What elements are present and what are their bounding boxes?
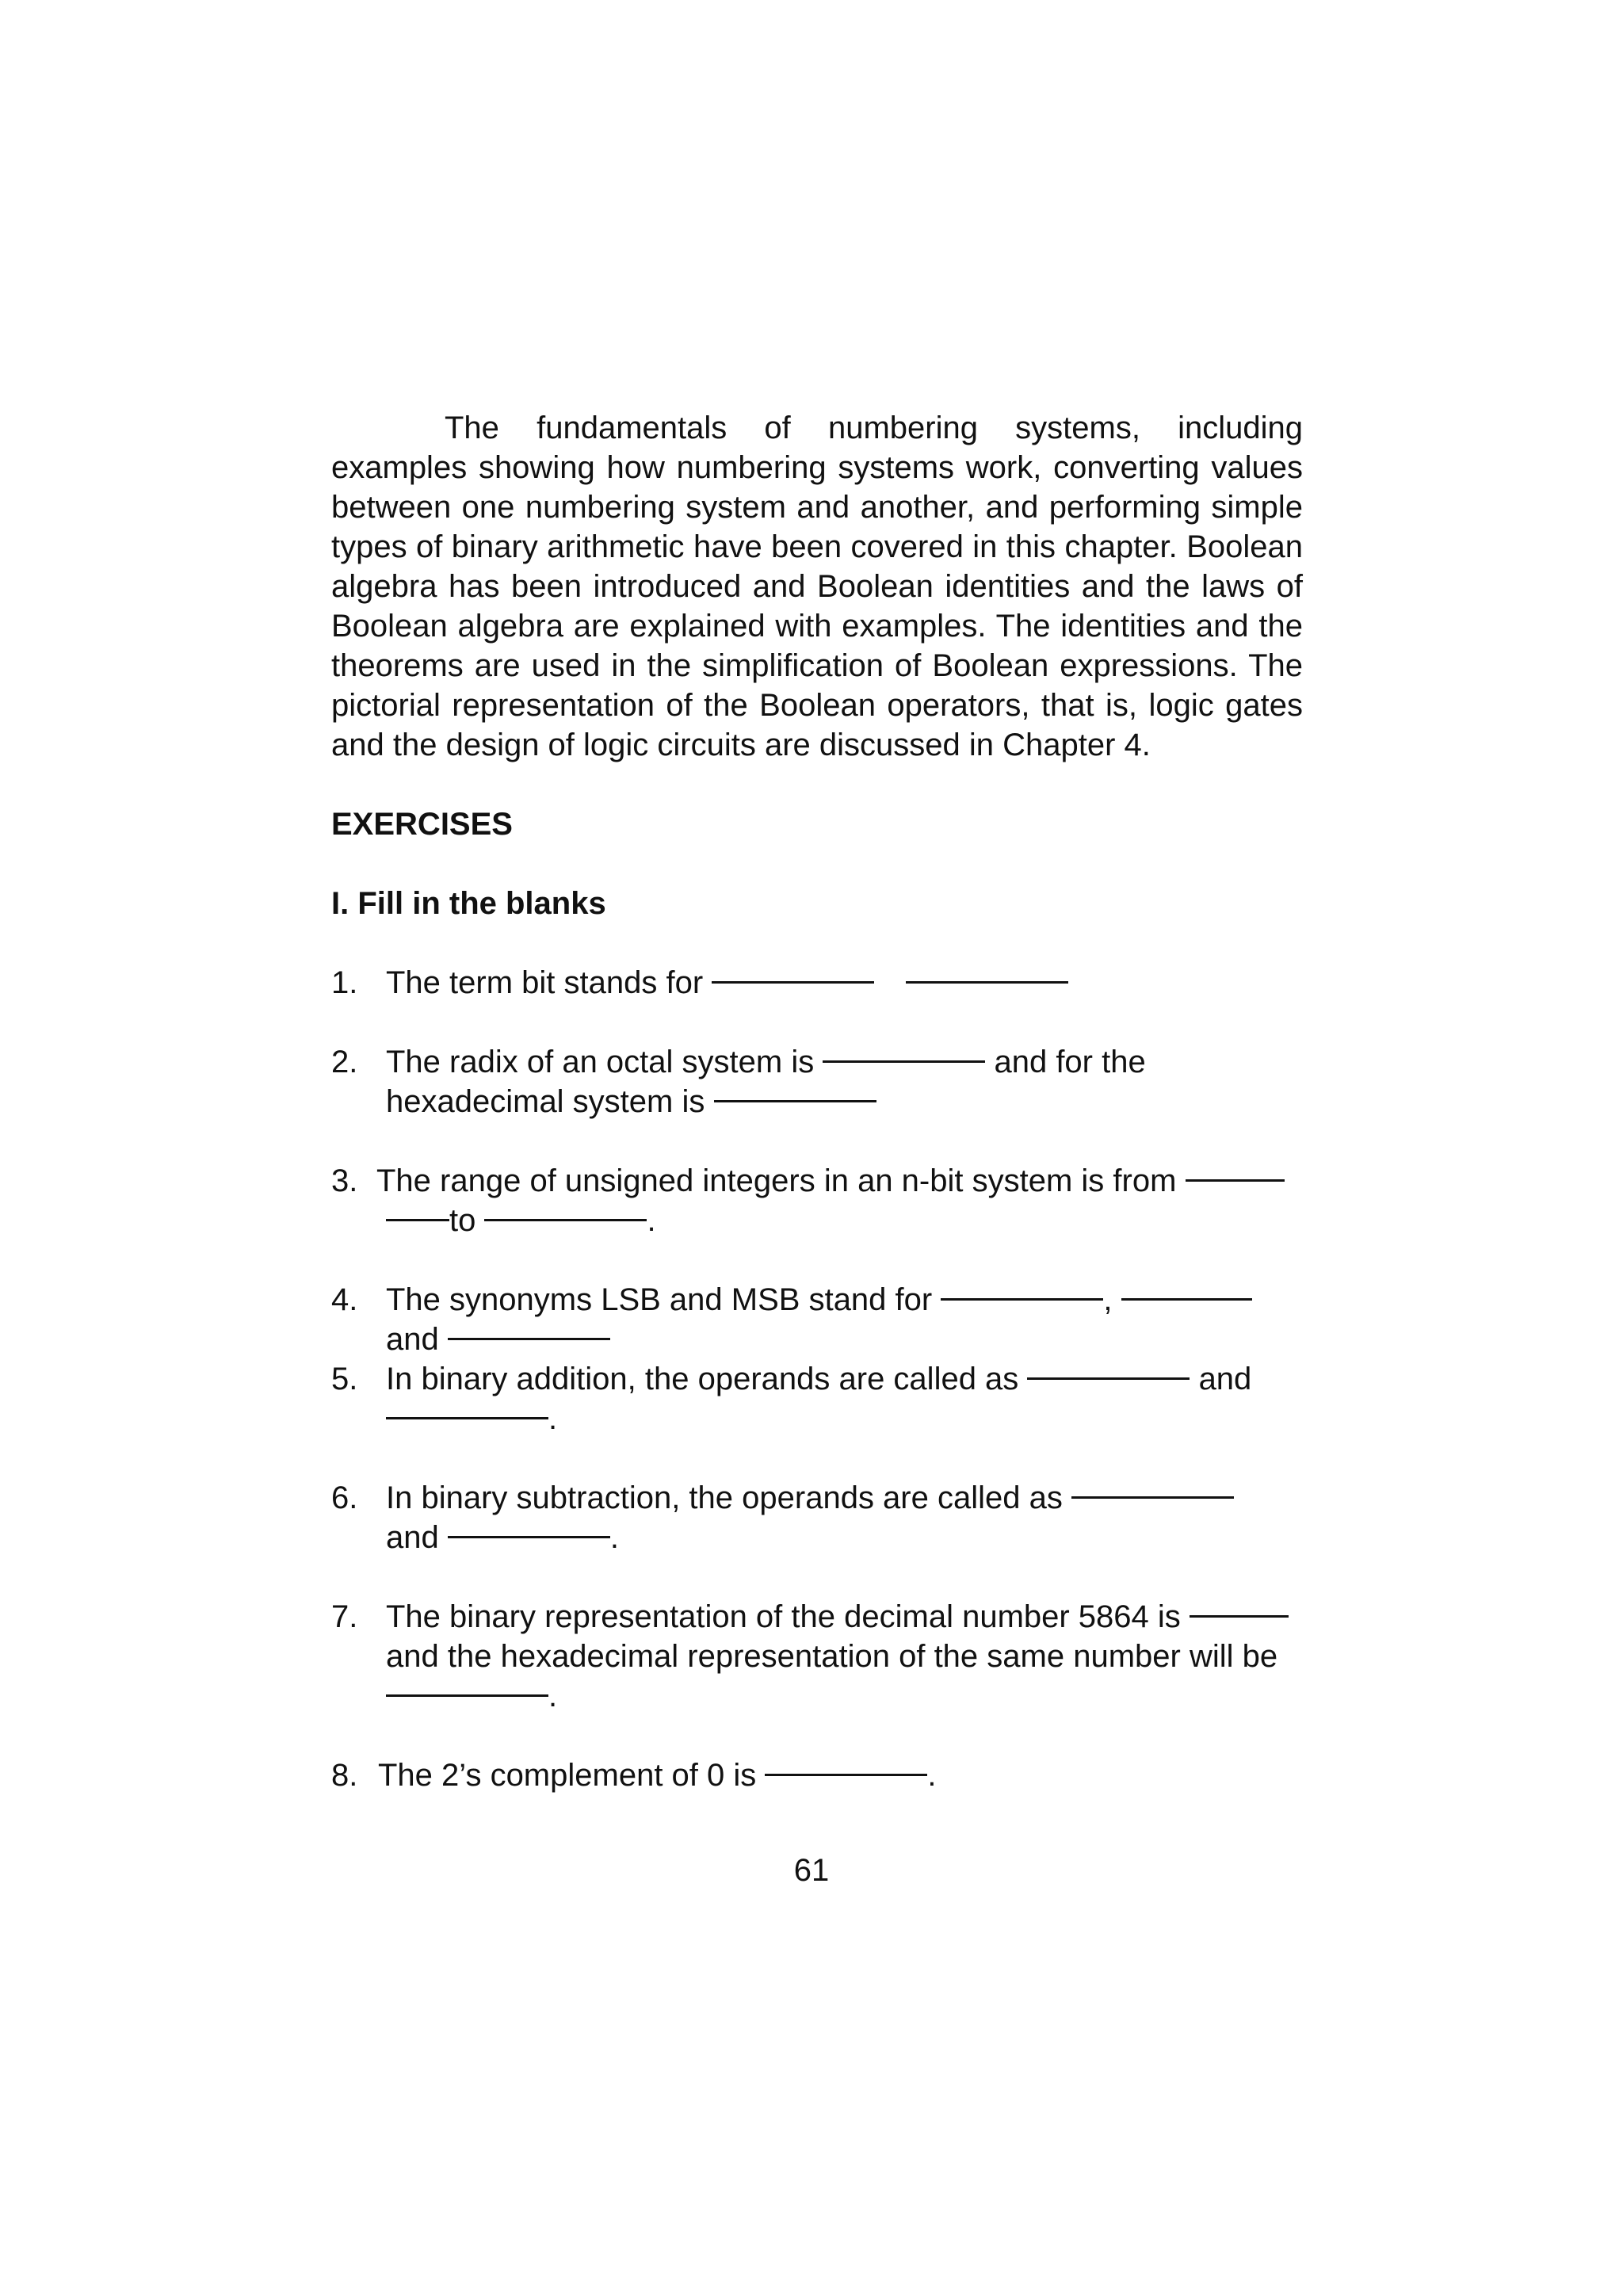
blank-line	[386, 1417, 548, 1419]
exercise-item-8	[331, 1755, 1303, 1795]
blank-line	[484, 1219, 647, 1221]
blank-line	[714, 1100, 876, 1102]
item-text: to	[449, 1203, 476, 1238]
item-text: .	[647, 1203, 656, 1238]
item-number: 6.	[331, 1480, 358, 1515]
blank-line	[1121, 1298, 1252, 1301]
item-text: In binary subtraction, the operands are called as	[386, 1480, 1063, 1515]
page-number: 61	[793, 1853, 830, 1888]
blank-line	[386, 1219, 449, 1221]
blank-line	[448, 1536, 610, 1538]
exercise-item-5	[331, 1359, 1303, 1438]
item-text: The binary representation of the decimal number 5864 is	[386, 1599, 1181, 1634]
item-text: hexadecimal system is	[386, 1084, 705, 1119]
exercise-item-6	[331, 1478, 1303, 1557]
blank-line	[448, 1338, 610, 1340]
item-text: .	[548, 1401, 558, 1436]
item-text: and	[386, 1520, 439, 1555]
item-text: The term bit stands for	[386, 965, 704, 1000]
blank-line	[1071, 1496, 1234, 1499]
blank-line	[823, 1060, 985, 1063]
exercise-item-1	[331, 963, 1303, 1003]
item-text: ,	[1103, 1282, 1113, 1317]
item-text: and	[386, 1322, 439, 1357]
item-text: .	[927, 1758, 937, 1793]
item-text: .	[548, 1679, 558, 1713]
item-number: 2.	[331, 1045, 358, 1079]
item-number: 4.	[331, 1282, 358, 1317]
item-text: and	[1198, 1362, 1252, 1396]
blank-line	[941, 1298, 1103, 1301]
item-text: In binary addition, the operands are called as	[386, 1362, 1019, 1396]
blank-line	[712, 981, 874, 984]
item-text: The synonyms LSB and MSB stand for	[386, 1282, 933, 1317]
blank-line	[906, 981, 1068, 984]
exercise-item-2	[331, 1042, 1303, 1121]
item-text: The radix of an octal system is	[386, 1045, 815, 1079]
item-text: and for the	[994, 1045, 1146, 1079]
exercise-item-7	[331, 1597, 1303, 1716]
item-text: The range of unsigned integers in an n-bit system is from	[376, 1163, 1177, 1198]
blank-line	[1190, 1615, 1289, 1618]
fill-in-the-blanks-heading: I. Fill in the blanks	[331, 886, 606, 921]
item-number: 3.	[331, 1163, 358, 1198]
exercises-heading: EXERCISES	[331, 807, 513, 842]
blank-line	[1027, 1377, 1190, 1380]
item-number: 7.	[331, 1599, 358, 1634]
exercise-item-3	[331, 1161, 1303, 1240]
item-number: 8.	[331, 1758, 358, 1793]
item-number: 5.	[331, 1362, 358, 1396]
item-text: .	[609, 1520, 619, 1555]
item-number: 1.	[331, 965, 358, 1000]
item-text: and the hexadecimal representation of the same number will be	[386, 1639, 1278, 1674]
blank-line	[765, 1774, 927, 1776]
item-text: The 2’s complement of 0 is	[378, 1758, 757, 1793]
page-content	[331, 408, 1303, 1795]
blank-line	[1186, 1179, 1285, 1182]
chapter-summary-paragraph: The fundamentals of numbering systems, including examples showing how numbering systems work, converting values between one numbering system and another, and performing simple types of binary arithmetic have been covered in this chapter. Boolean algebra has been introduced and Boolean identities and the laws of Boolean algebra are explained with examples. The identities and the theorems are used in the simplification of Boolean expressions. The pictorial representation of the Boolean operators, that is, logic gates and the design of logic circuits are discussed in Chapter 4.	[331, 411, 1303, 762]
blank-line	[386, 1694, 548, 1697]
exercise-item-4	[331, 1280, 1303, 1359]
